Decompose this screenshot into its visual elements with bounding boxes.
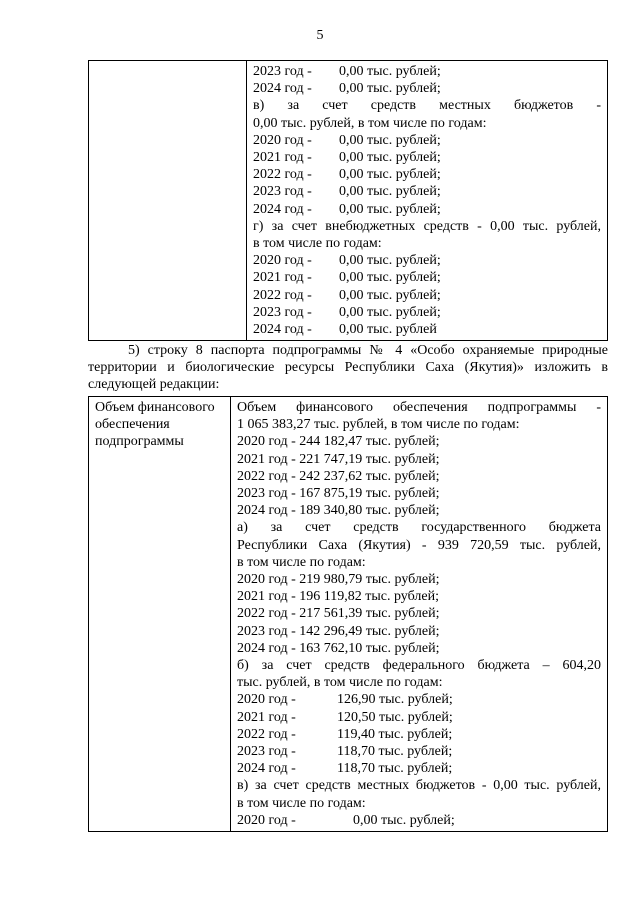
total-row: 2022 год - 242 237,62 тыс. рублей; xyxy=(237,468,440,484)
federal-budget-heading: б) за счет средств федерального бюджета – 604,20 xyxy=(237,658,601,674)
federal-row: 2024 год - 118,70 тыс. рублей; xyxy=(237,761,453,777)
paragraph-line-3: следующей редакции: xyxy=(88,377,220,392)
state-row: 2022 год - 217 561,39 тыс. рублей; xyxy=(237,606,440,622)
federal-row: 2023 год - 118,70 тыс. рублей; xyxy=(237,744,453,760)
state-budget-heading-cont: Республики Саха (Якутия) - 939 720,59 тыс. рублей, xyxy=(237,537,601,553)
funding-row: 2024 год - 0,00 тыс. рублей; xyxy=(253,81,441,97)
total-row: 2023 год - 167 875,19 тыс. рублей; xyxy=(237,486,440,502)
state-row: 2020 год - 219 980,79 тыс. рублей; xyxy=(237,572,440,588)
total-heading-cont: 1 065 383,27 тыс. рублей, в том числе по годам: xyxy=(237,417,520,433)
funding-row: 2020 год - 0,00 тыс. рублей; xyxy=(253,132,441,148)
state-budget-heading-end: в том числе по годам: xyxy=(237,554,366,570)
funding-row: 2021 год - 0,00 тыс. рублей; xyxy=(253,270,441,286)
table-subprogram-funding xyxy=(88,396,608,832)
funding-label: Объем финансового обеспечения подпрограммы xyxy=(95,400,215,450)
federal-row: 2021 год - 120,50 тыс. рублей; xyxy=(237,709,453,725)
table-continuation xyxy=(88,60,608,341)
funding-row: 2023 год - 0,00 тыс. рублей; xyxy=(253,304,441,320)
state-row: 2024 год - 163 762,10 тыс. рублей; xyxy=(237,640,440,656)
funding-row: 2023 год - 0,00 тыс. рублей; xyxy=(253,64,441,79)
total-heading: Объем финансового обеспечения подпрограммы - xyxy=(237,400,601,415)
local-budget-heading-cont: в том числе по годам: xyxy=(237,795,366,811)
paragraph-line-2: территории и биологические ресурсы Республики Саха (Якутия)» изложить в xyxy=(88,360,608,375)
funding-row: 2020 год - 0,00 тыс. рублей; xyxy=(253,253,441,269)
paragraph-line-1: 5) строку 8 паспорта подпрограммы № 4 «Особо охраняемые природные xyxy=(128,343,608,358)
table-content-cell xyxy=(231,397,608,832)
total-row: 2024 год - 189 340,80 тыс. рублей; xyxy=(237,503,440,519)
extrabudget-heading-cont: в том числе по годам: xyxy=(253,236,382,252)
federal-row: 2022 год - 119,40 тыс. рублей; xyxy=(237,726,453,742)
local-row: 2020 год - 0,00 тыс. рублей; xyxy=(237,812,455,828)
total-row: 2021 год - 221 747,19 тыс. рублей; xyxy=(237,451,440,467)
local-budget-heading: в) за счет средств местных бюджетов - 0,00 тыс. рублей, xyxy=(237,778,601,794)
table-content-cell xyxy=(247,61,608,341)
extrabudget-heading: г) за счет внебюджетных средств - 0,00 тыс. рублей, xyxy=(253,218,601,234)
funding-row: 2024 год - 0,00 тыс. рублей; xyxy=(253,201,441,217)
state-row: 2023 год - 142 296,49 тыс. рублей; xyxy=(237,623,440,639)
local-budget-heading: в) за счет средств местных бюджетов - xyxy=(253,98,601,114)
funding-row: 2022 год - 0,00 тыс. рублей; xyxy=(253,167,441,183)
total-row: 2020 год - 244 182,47 тыс. рублей; xyxy=(237,434,440,450)
table-label-cell xyxy=(89,397,231,832)
funding-row: 2022 год - 0,00 тыс. рублей; xyxy=(253,287,441,303)
funding-row: 2023 год - 0,00 тыс. рублей; xyxy=(253,184,441,200)
federal-row: 2020 год - 126,90 тыс. рублей; xyxy=(237,692,453,708)
funding-row: 2021 год - 0,00 тыс. рублей; xyxy=(253,150,441,166)
page-number: 5 xyxy=(316,28,324,43)
funding-row: 2024 год - 0,00 тыс. рублей xyxy=(253,322,437,338)
state-row: 2021 год - 196 119,82 тыс. рублей; xyxy=(237,589,439,605)
state-budget-heading: а) за счет средств государственного бюджета xyxy=(237,520,601,536)
federal-budget-heading-cont: тыс. рублей, в том числе по годам: xyxy=(237,675,443,691)
table-label-cell-empty xyxy=(89,61,247,341)
local-budget-heading-cont: 0,00 тыс. рублей, в том числе по годам: xyxy=(253,115,487,131)
